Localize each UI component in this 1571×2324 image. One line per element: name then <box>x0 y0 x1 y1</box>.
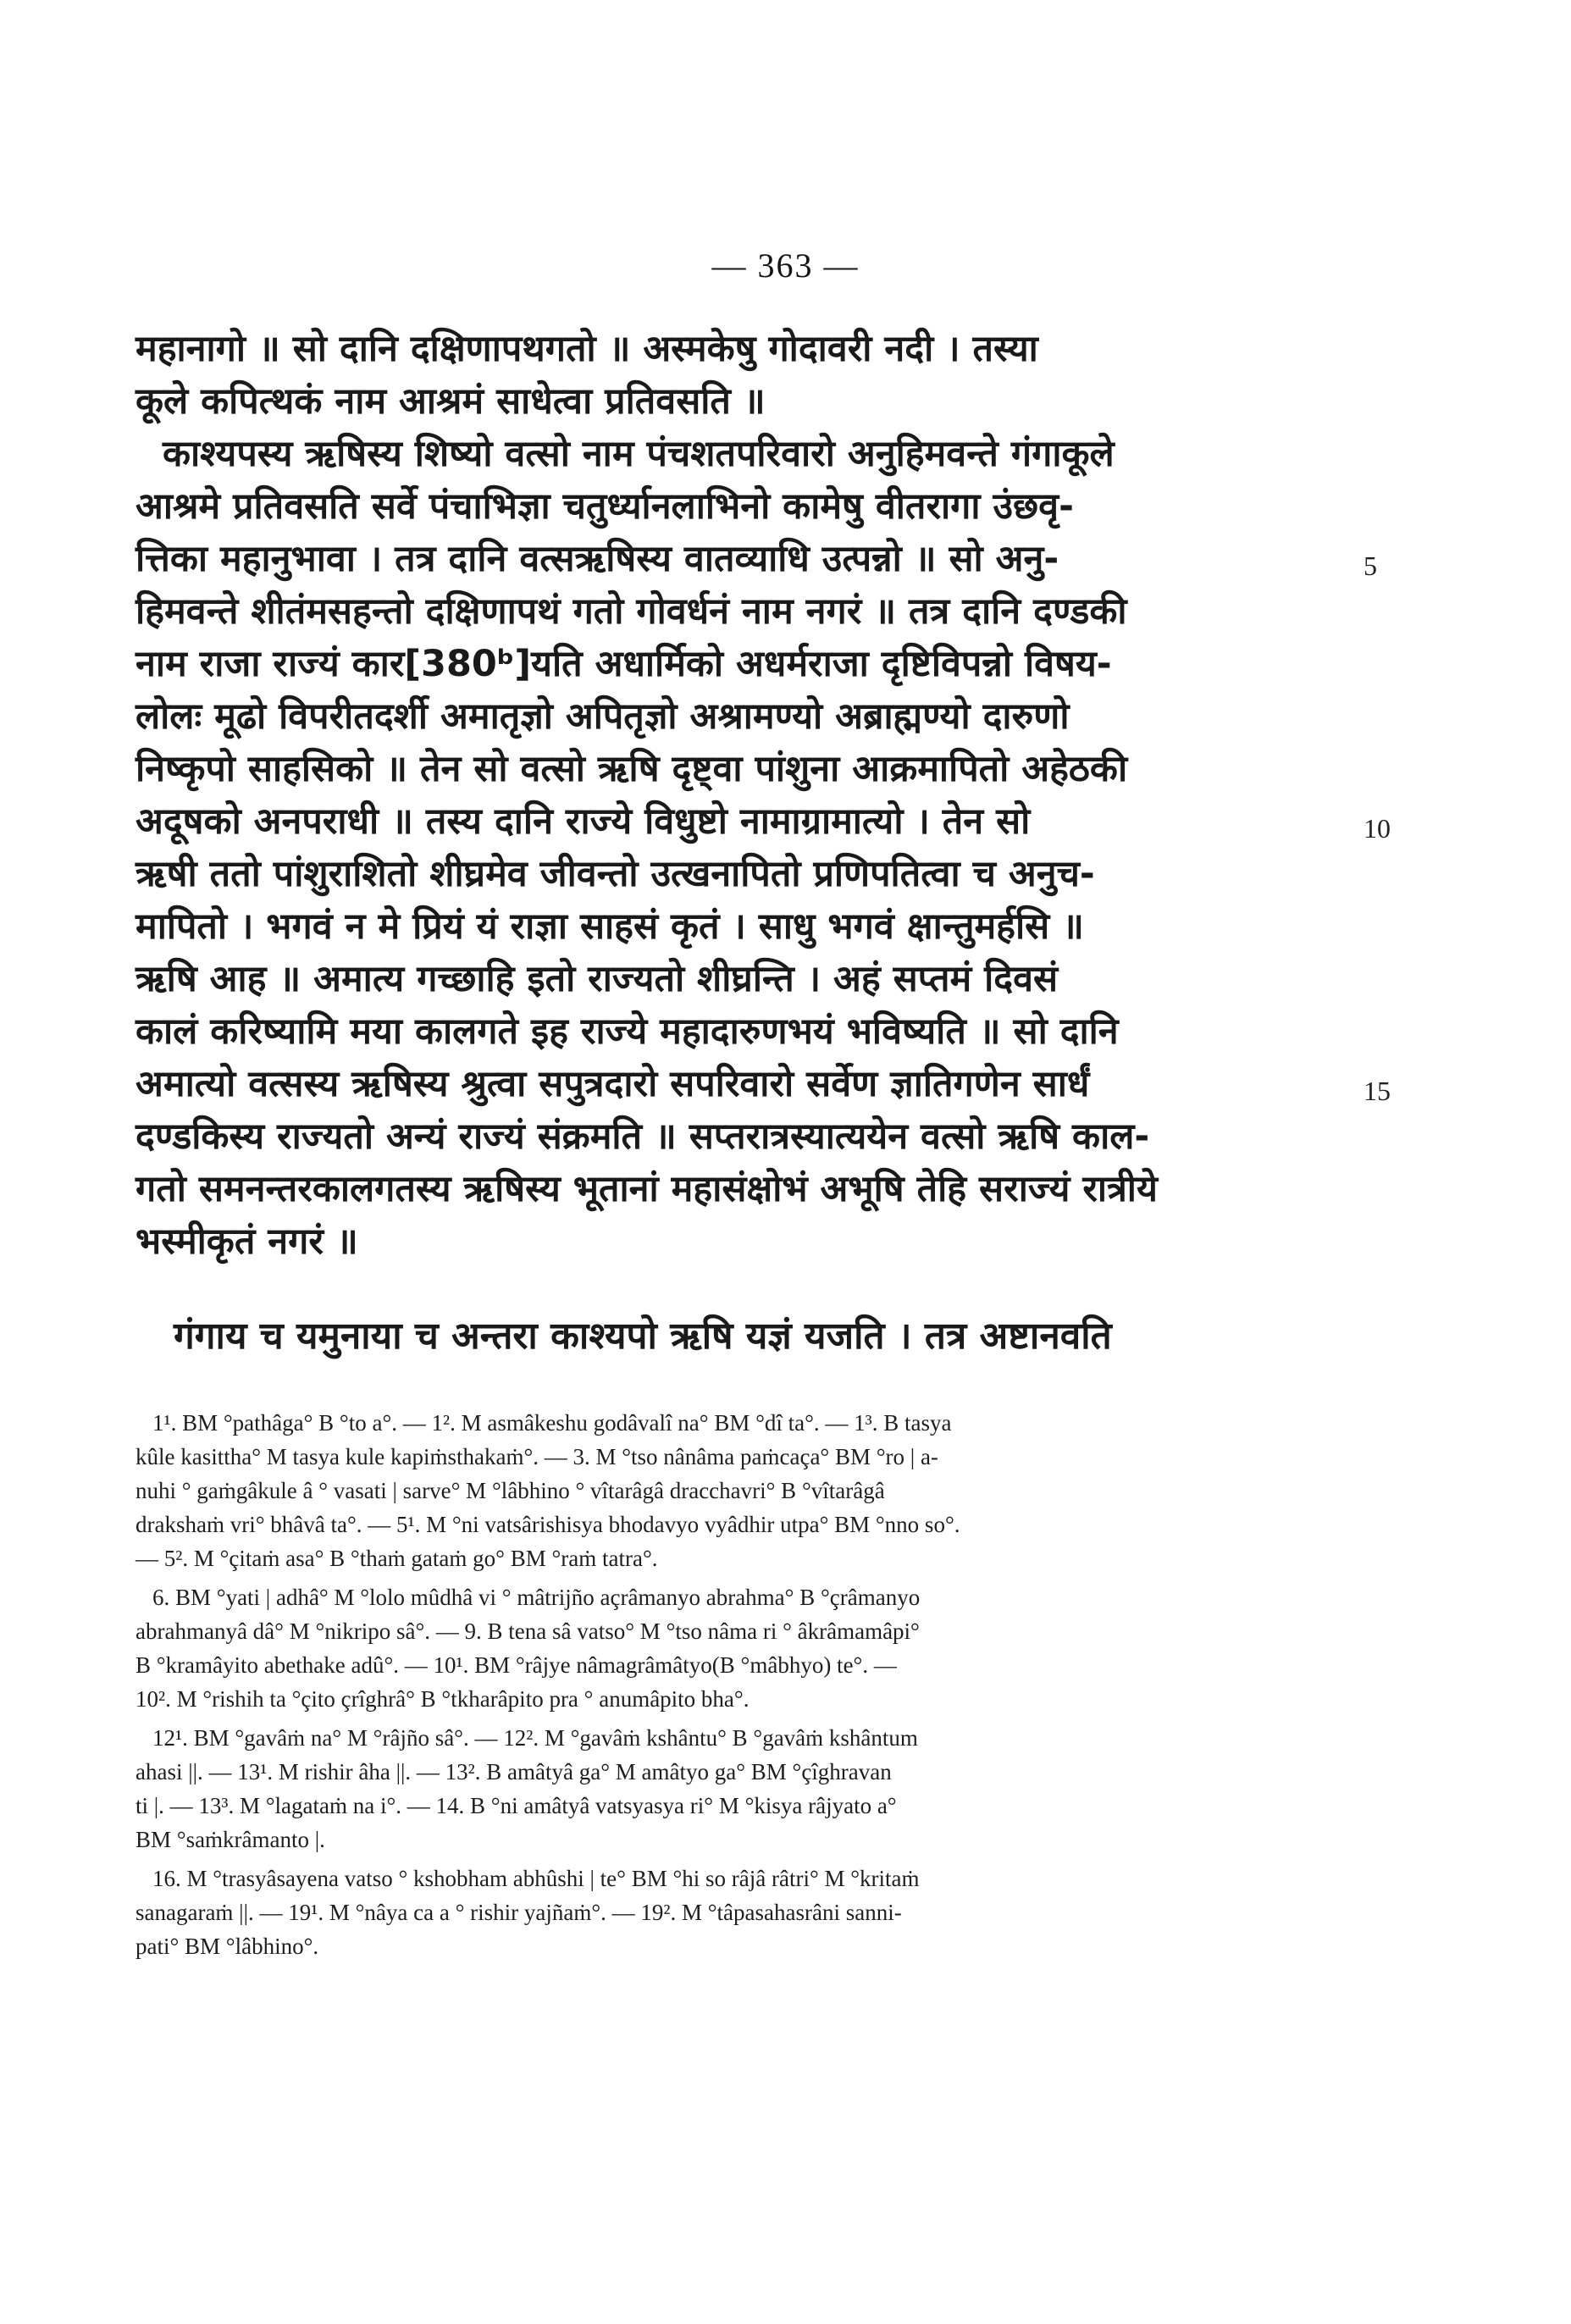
footnote-line: ti |. — 13³. M °lagataṁ na i°. — 14. B °ni amâtyâ vatsyasya ri° M °kisya râjyato a° <box>136 1793 897 1818</box>
text-line: नाम राजा राज्यं कार[380ᵇ]यति अधार्मिको अधर्मराजा दृष्टिविपन्नो विषय- <box>136 643 1112 685</box>
footnote-line: ahasi ||. — 13¹. M rishir âha ||. — 13². B amâtyâ ga° M amâtyo ga° BM °çîghravan <box>136 1759 892 1784</box>
footnote-line: abrahmanyâ dâ° M °nikripo sâ°. — 9. B tena sâ vatso° M °tso nâma ri ° âkrâmamâpi° <box>136 1618 920 1644</box>
text-line: ऋषी ततो पांशुराशितो शीघ्रमेव जीवन्तो उत्खनापितो प्रणिपतित्वा च अनुच- <box>136 853 1095 895</box>
footnote-line: 12¹. BM °gavâṁ na° M °râjño sâ°. — 12². M °gavâṁ kshântu° B °gavâṁ kshântum <box>152 1725 918 1751</box>
page-number: — 363 — <box>711 246 860 285</box>
footnote-line: pati° BM °lâbhino°. <box>136 1934 319 1959</box>
footnote-line: nuhi ° gaṁgâkule â ° vasati | sarve° M °lâbhino ° vîtarâgâ dracchavri° B °vîtarâgâ <box>136 1478 885 1503</box>
text-line: भस्मीकृतं नगरं ॥ <box>136 1220 358 1263</box>
footnote-line: sanagaraṁ ||. — 19¹. M °nâya ca a ° rishir yajñaṁ°. — 19². M °tâpasahasrâni sanni- <box>136 1900 902 1925</box>
text-line: अदूषको अनपराधी ॥ तस्य दानि राज्ये विधुष्टो नामाग्रामात्यो । तेन सो <box>136 800 1031 843</box>
text-line: मापितो । भगवं न मे प्रियं यं राज्ञा साहसं कृतं । साधु भगवं क्षान्तुमर्हसि ॥ <box>136 905 1084 948</box>
text-line: लोलः मूढो विपरीतदर्शी अमातृज्ञो अपितृज्ञो अश्रामण्यो अब्राह्मण्यो दारुणो <box>136 695 1070 738</box>
text-line: कालं करिष्यामि मया कालगते इह राज्ये महादारुणभयं भविष्यति ॥ सो दानि <box>136 1010 1119 1053</box>
line-number: 15 <box>1364 1076 1391 1106</box>
text-line: अमात्यो वत्सस्य ऋषिस्य श्रुत्वा सपुत्रदारो सपरिवारो सर्वेण ज्ञातिगणेन सार्धं <box>136 1063 1090 1105</box>
footnote-block <box>136 1721 1236 1856</box>
text-line: ऋषि आह ॥ अमात्य गच्छाहि इतो राज्यतो शीघ्रन्ति । अहं सप्तमं दिवसं <box>136 958 1059 1000</box>
footnotes <box>136 1406 1236 1968</box>
footnote-line: drakshaṁ vri° bhâvâ ta°. — 5¹. M °ni vatsârishisya bhodavyo vyâdhir utpa° BM °nno so°. <box>136 1512 960 1537</box>
text-line: गतो समनन्तरकालगतस्य ऋषिस्य भूतानां महासंक्षोभं अभूषि तेहि सराज्यं रात्रीये <box>136 1168 1158 1210</box>
footnote-block <box>136 1862 1236 1963</box>
footnote-line: B °kramâyito abethake adû°. — 10¹. BM °râjye nâmagrâmâtyo(B °mâbhyo) te°. — <box>136 1652 897 1678</box>
footnote-line: 10². M °rishih ta °çito çrîghrâ° B °tkharâpito pra ° anumâpito bha°. <box>136 1686 750 1712</box>
text-line: दण्डकिस्य राज्यतो अन्यं राज्यं संक्रमति ॥ सप्तरात्रस्यात्ययेन वत्सो ऋषि काल- <box>136 1115 1150 1158</box>
footnote-line: BM °saṁkrâmanto |. <box>136 1827 325 1852</box>
text-line: त्तिका महानुभावा । तत्र दानि वत्सऋषिस्य वातव्याधि उत्पन्नो ॥ सो अनु- <box>136 538 1059 580</box>
footnote-line: kûle kasittha° M tasya kule kapiṁsthakaṁ°. — 3. M °tso nânâma paṁcaça° BM °ro | a- <box>136 1444 938 1469</box>
text-line: निष्कृपो साहसिको ॥ तेन सो वत्सो ऋषि दृष्ट्वा पांशुना आक्रमापितो अहेठकी <box>136 748 1128 790</box>
next-section-line: गंगाय च यमुनाया च अन्तरा काश्यपो ऋषि यज्ञं यजति । तत्र अष्टानवति <box>174 1314 1112 1358</box>
text-line: हिमवन्ते शीतंमसहन्तो दक्षिणापथं गतो गोवर्धनं नाम नगरं ॥ तत्र दानि दण्डकी <box>136 590 1127 633</box>
footnote-line: — 5². M °çitaṁ asa° B °thaṁ gataṁ go° BM °raṁ tatra°. <box>136 1546 658 1571</box>
text-line: काश्यपस्य ऋषिस्य शिष्यो वत्सो नाम पंचशतपरिवारो अनुहिमवन्ते गंगाकूले <box>163 433 1115 475</box>
footnote-line: 6. BM °yati | adhâ° M °lolo mûdhâ vi ° mâtrijño açrâmanyo abrahma° B °çrâmanyo <box>152 1585 921 1610</box>
line-number: 5 <box>1364 551 1377 581</box>
footnote-block <box>136 1580 1236 1716</box>
text-line: कूले कपित्थकं नाम आश्रमं साधेत्वा प्रतिवसति ॥ <box>136 380 766 423</box>
footnote-line: 1¹. BM °pathâga° B °to a°. — 1². M asmâkeshu godâvalî na° BM °dî ta°. — 1³. B tasya <box>152 1410 952 1436</box>
footnote-line: 16. M °trasyâsayena vatso ° kshobham abhûshi | te° BM °hi so râjâ râtri° M °kritaṁ <box>152 1866 920 1891</box>
line-number: 10 <box>1364 813 1391 844</box>
footnote-block <box>136 1406 1236 1575</box>
text-line: महानागो ॥ सो दानि दक्षिणापथगतो ॥ अस्मकेषु गोदावरी नदी । तस्या <box>136 328 1038 370</box>
text-line: आश्रमे प्रतिवसति सर्वे पंचाभिज्ञा चतुर्ध्यानलाभिनो कामेषु वीतरागा उंछवृ- <box>136 485 1074 528</box>
